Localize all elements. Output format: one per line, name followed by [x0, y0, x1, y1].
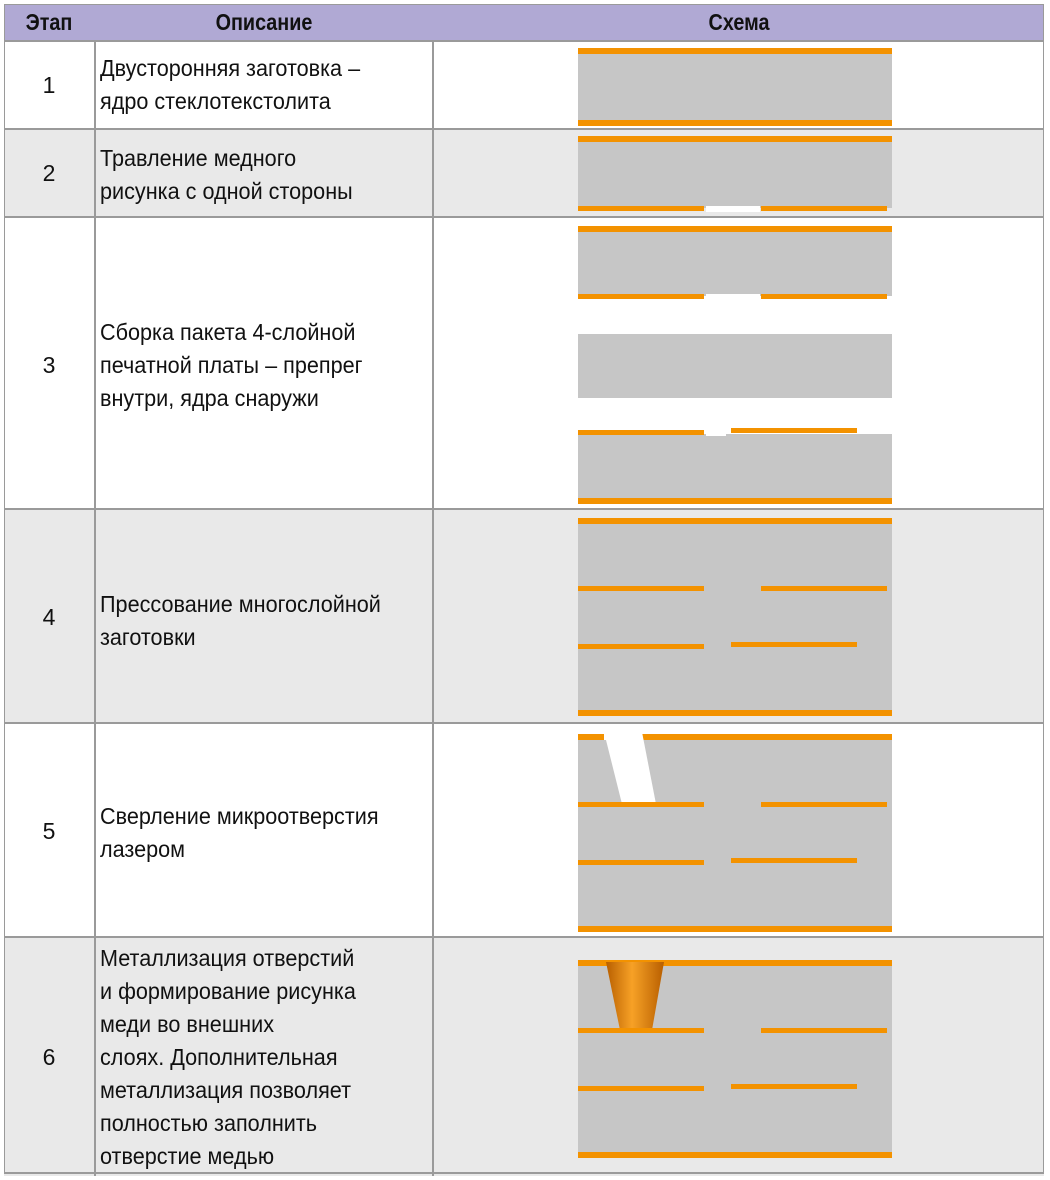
scheme-diagram [434, 938, 1044, 1176]
header-stage: Этап [25, 9, 73, 35]
stage-number: 1 [42, 72, 56, 98]
stage-description: Прессование многослойной заготовки [100, 591, 381, 650]
scheme-diagram [434, 510, 1044, 724]
stage-number: 5 [42, 818, 56, 844]
table-row [4, 128, 1044, 218]
table-row [4, 722, 1044, 938]
stage-number: 3 [42, 352, 56, 378]
stage-description: Металлизация отверстий и формирование рисунка меди во внешних слоях. Дополнительная металлизация позволяет полностью заполнить отверстие медью [100, 945, 356, 1169]
scheme-diagram [434, 42, 1044, 130]
header-scheme: Схема [708, 9, 770, 35]
table-bottom-rule [4, 1172, 1044, 1174]
stage-description: Травление медного рисунка с одной стороны [100, 145, 353, 204]
stage-number: 6 [42, 1044, 56, 1070]
table-row [4, 40, 1044, 130]
table-row [4, 936, 1044, 1176]
scheme-diagram [434, 218, 1044, 510]
scheme-diagram [434, 130, 1044, 218]
table-row [4, 508, 1044, 724]
stage-description: Сборка пакета 4-слойной печатной платы – препрег внутри, ядра снаружи [100, 319, 363, 411]
process-table [4, 4, 1044, 1174]
stage-description: Двусторонняя заготовка – ядро стеклотекстолита [100, 55, 361, 114]
table-header [4, 4, 1044, 40]
stage-description: Сверление микроотверстия лазером [100, 803, 379, 862]
table-row [4, 216, 1044, 510]
header-description: Описание [215, 9, 313, 35]
scheme-diagram [434, 724, 1044, 938]
stage-number: 2 [42, 160, 56, 186]
stage-number: 4 [42, 604, 56, 630]
